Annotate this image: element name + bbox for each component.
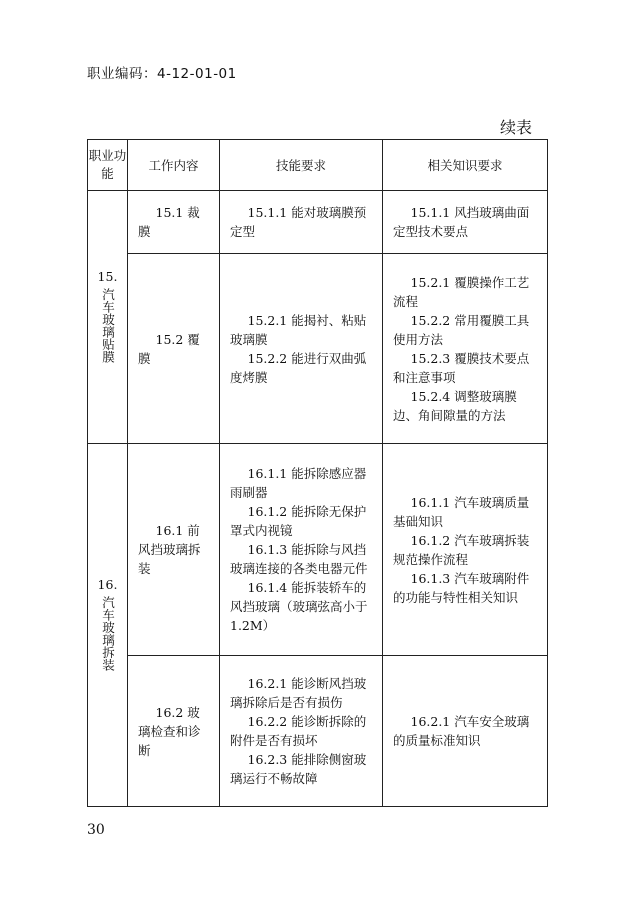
work-content: [128, 254, 220, 444]
occupation-code: 职业编码：4-12-01-01: [87, 66, 237, 82]
knowledge-requirements: [383, 254, 548, 444]
knowledge-item: 15.2.3 覆膜技术要点和注意事项: [393, 350, 530, 385]
knowledge-item: 16.2.1 汽车安全玻璃的质量标准知识: [393, 714, 530, 748]
skill-item: 16.2.3 能排除侧窗玻璃运行不畅故障: [230, 752, 367, 786]
skill-item: 15.2.1 能揭衬、粘贴玻璃膜: [230, 312, 367, 347]
knowledge-item: 15.2.4 调整玻璃膜边、角间隙量的方法: [393, 388, 517, 423]
function-number: 16.: [97, 576, 118, 592]
function-name: 汽车玻璃贴膜: [100, 287, 116, 363]
skill-requirements: [220, 254, 383, 444]
work-content: [128, 191, 220, 254]
skill-requirements: [220, 444, 383, 656]
skill-item: 16.1.1 能拆除感应器雨刷器: [230, 466, 367, 500]
knowledge-requirements: [383, 656, 548, 807]
function-name: 汽车玻璃拆装: [100, 595, 116, 671]
skill-item: 15.2.2 能进行双曲弧度烤膜: [230, 350, 367, 385]
header-knowledge: 相关知识要求: [383, 140, 548, 191]
knowledge-item: 15.2.1 覆膜操作工艺流程: [393, 274, 530, 309]
function-cell: [88, 191, 128, 444]
work-text: 15.1 裁膜: [138, 205, 200, 239]
competency-table: [87, 139, 548, 807]
skill-item: 16.1.2 能拆除无保护罩式内视镜: [230, 504, 367, 538]
function-number: 15.: [97, 268, 118, 284]
header-skill: 技能要求: [220, 140, 383, 191]
work-text: 16.2 玻璃检查和诊断: [138, 704, 201, 758]
work-content: [128, 444, 220, 656]
work-content: [128, 656, 220, 807]
skill-item: 16.2.1 能诊断风挡玻璃拆除后是否有损伤: [230, 676, 367, 710]
knowledge-item: 15.1.1 风挡玻璃曲面定型技术要点: [393, 205, 530, 239]
knowledge-item: 16.1.3 汽车玻璃附件的功能与特性相关知识: [393, 570, 530, 605]
knowledge-requirements: [383, 191, 548, 254]
knowledge-item: 16.1.2 汽车玻璃拆装规范操作流程: [393, 532, 530, 567]
continued-label: 续表: [500, 118, 533, 137]
function-cell: [88, 444, 128, 807]
table-row: [88, 191, 548, 254]
header-work: 工作内容: [128, 140, 220, 191]
page-number: 30: [87, 822, 105, 838]
skill-requirements: [220, 191, 383, 254]
knowledge-item: 16.1.1 汽车玻璃质量基础知识: [393, 494, 530, 529]
table-row: [88, 254, 548, 444]
skill-item: 15.1.1 能对玻璃膜预定型: [230, 205, 367, 239]
table-row: [88, 656, 548, 807]
skill-requirements: [220, 656, 383, 807]
table-row: [88, 444, 548, 656]
skill-item: 16.1.3 能拆除与风挡玻璃连接的各类电器元件: [230, 542, 368, 576]
header-function: 职业功能: [88, 140, 128, 191]
skill-item: 16.2.2 能诊断拆除的附件是否有损坏: [230, 714, 367, 748]
work-text: 15.2 覆膜: [138, 331, 200, 366]
knowledge-requirements: [383, 444, 548, 656]
knowledge-item: 15.2.2 常用覆膜工具使用方法: [393, 312, 530, 347]
table-header-row: [88, 140, 548, 191]
skill-item: 16.1.4 能拆装轿车的风挡玻璃（玻璃弦高小于1.2M）: [230, 580, 368, 633]
work-text: 16.1 前风挡玻璃拆装: [138, 523, 201, 576]
